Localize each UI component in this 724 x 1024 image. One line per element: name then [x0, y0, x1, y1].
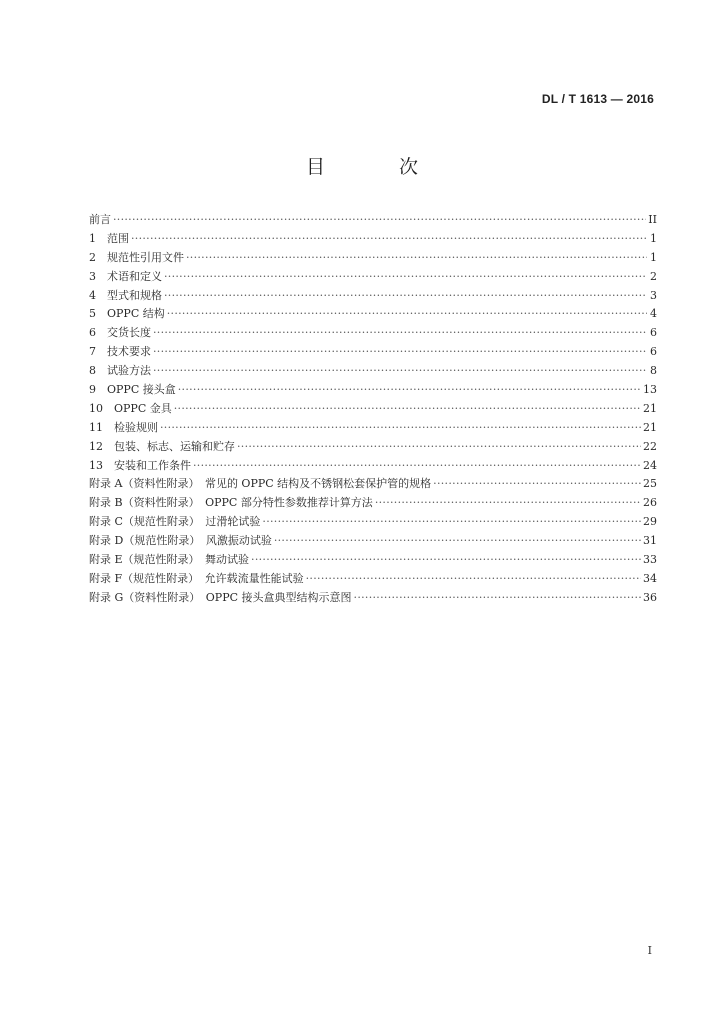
toc-entry[interactable]	[89, 381, 657, 400]
toc-entry-label: 附录 A（资料性附录） 常见的 OPPC 结构及不锈钢松套保护管的规格	[89, 477, 432, 491]
toc-entry-page: 21	[643, 401, 657, 415]
toc-dot-leader	[160, 419, 641, 438]
toc-entry-label: 2 规范性引用文件	[89, 250, 184, 264]
toc-entry-label: 11 检验规则	[89, 420, 158, 434]
toc-entry[interactable]	[89, 305, 657, 324]
toc-entry-page: 26	[643, 496, 657, 510]
toc-entry-label: 6 交货长度	[89, 326, 151, 340]
toc-entry-label: 12 包装、标志、运输和贮存	[89, 439, 235, 453]
toc-entry[interactable]	[89, 589, 657, 608]
toc-entry-label: 4 型式和规格	[89, 288, 162, 302]
toc-entry-label: 附录 B（资料性附录） OPPC 部分特性参数推荐计算方法	[89, 496, 373, 510]
toc-dot-leader	[186, 249, 647, 268]
toc-dot-leader	[174, 400, 641, 419]
toc-entry[interactable]	[89, 230, 657, 249]
toc-entry-label: 附录 C（规范性附录） 过滑轮试验	[89, 515, 261, 529]
toc-entry[interactable]	[89, 532, 657, 551]
toc-entry[interactable]	[89, 287, 657, 306]
toc-entry-label: 附录 D（规范性附录） 风激振动试验	[89, 534, 272, 548]
toc-entry-page: 33	[643, 553, 657, 567]
page-title: 目 次	[305, 156, 453, 178]
toc-entry-label: 9 OPPC 接头盒	[89, 383, 176, 397]
toc-entry-page: 25	[643, 477, 657, 491]
toc-dot-leader	[237, 438, 641, 457]
page-number: I	[647, 944, 652, 957]
toc-entry[interactable]	[89, 419, 657, 438]
toc-dot-leader	[375, 494, 641, 513]
toc-entry-page: 31	[643, 534, 657, 548]
toc-entry[interactable]	[89, 343, 657, 362]
toc-entry[interactable]	[89, 475, 657, 494]
toc-dot-leader	[178, 381, 641, 400]
toc-entry[interactable]	[89, 268, 657, 287]
toc-dot-leader	[153, 362, 647, 381]
table-of-contents	[89, 211, 657, 608]
toc-dot-leader	[164, 287, 647, 306]
toc-dot-leader	[274, 532, 641, 551]
toc-dot-leader	[306, 570, 641, 589]
toc-dot-leader	[113, 211, 646, 230]
toc-entry-page: 6	[650, 345, 657, 359]
toc-entry-page: 29	[643, 515, 657, 529]
toc-dot-leader	[167, 305, 647, 324]
toc-entry-page: 24	[643, 458, 657, 472]
toc-dot-leader	[354, 589, 641, 608]
toc-dot-leader	[262, 513, 641, 532]
toc-entry[interactable]	[89, 494, 657, 513]
toc-dot-leader	[251, 551, 641, 570]
toc-entry-page: 2	[650, 269, 657, 283]
toc-entry[interactable]	[89, 513, 657, 532]
toc-dot-leader	[164, 268, 647, 287]
toc-entry-label: 13 安装和工作条件	[89, 458, 191, 472]
toc-entry-page: 34	[643, 571, 657, 585]
toc-dot-leader	[153, 324, 647, 343]
toc-entry-page: 8	[650, 364, 657, 378]
toc-entry-label: 前言	[89, 213, 111, 226]
toc-dot-leader	[153, 343, 647, 362]
toc-dot-leader	[193, 457, 641, 476]
toc-entry-label: 1 范围	[89, 231, 129, 245]
toc-entry-page: 1	[650, 231, 657, 245]
toc-entry-page: 1	[650, 250, 657, 264]
toc-entry-page: 21	[643, 420, 657, 434]
toc-entry-page: 13	[643, 383, 657, 397]
toc-entry[interactable]	[89, 211, 657, 230]
toc-entry-label: 附录 E（规范性附录） 舞动试验	[89, 553, 250, 567]
toc-entry-label: 3 术语和定义	[89, 269, 162, 283]
toc-dot-leader	[433, 475, 641, 494]
toc-entry-label: 5 OPPC 结构	[89, 307, 165, 321]
toc-entry-label: 7 技术要求	[89, 345, 151, 359]
toc-entry-label: 附录 F（规范性附录） 允许载流量性能试验	[89, 571, 304, 585]
toc-entry-page: 6	[650, 326, 657, 340]
toc-entry[interactable]	[89, 457, 657, 476]
toc-entry[interactable]	[89, 249, 657, 268]
toc-entry[interactable]	[89, 551, 657, 570]
toc-entry[interactable]	[89, 438, 657, 457]
toc-entry-label: 附录 G（资料性附录） OPPC 接头盒典型结构示意图	[89, 590, 352, 604]
toc-dot-leader	[131, 230, 647, 249]
toc-entry-label: 10 OPPC 金具	[89, 401, 172, 415]
toc-entry-page: II	[648, 213, 657, 226]
toc-entry-page: 36	[643, 590, 657, 604]
toc-entry-page: 4	[650, 307, 657, 321]
toc-entry-label: 8 试验方法	[89, 364, 151, 378]
toc-entry[interactable]	[89, 324, 657, 343]
toc-entry-page: 22	[643, 439, 657, 453]
toc-entry[interactable]	[89, 570, 657, 589]
toc-entry[interactable]	[89, 400, 657, 419]
toc-entry-page: 3	[650, 288, 657, 302]
standard-code: DL / T 1613 — 2016	[541, 92, 654, 106]
toc-entry[interactable]	[89, 362, 657, 381]
